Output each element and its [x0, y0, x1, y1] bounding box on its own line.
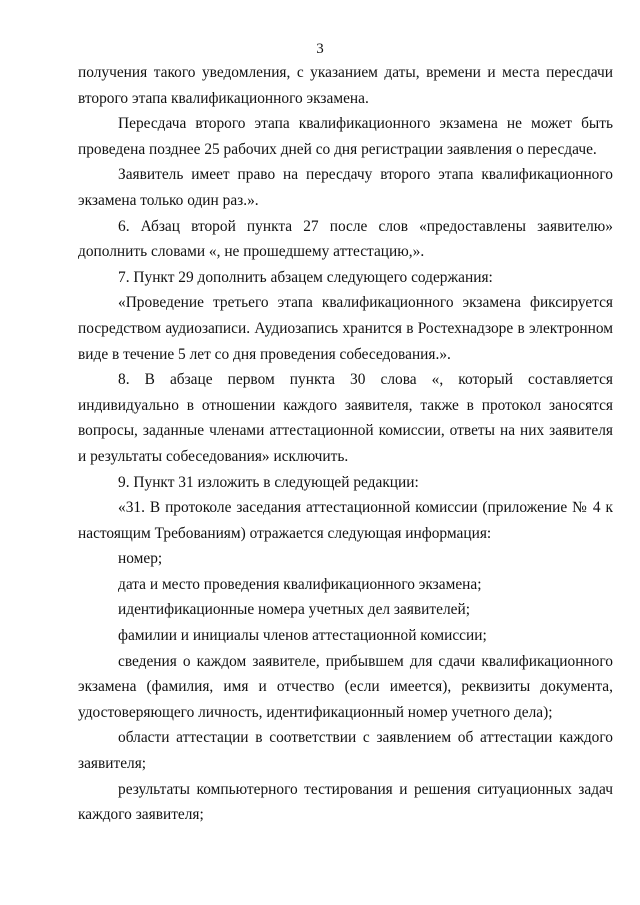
list-item-attestation-areas: области аттестации в соответствии с заявлением об аттестации каждого заявителя;	[78, 729, 613, 773]
paragraph-item-31: «31. В протоколе заседания аттестационной комиссии (приложение № 4 к настоящим Требованиям) отражается следующая информация:	[78, 499, 613, 542]
list-item-case-ids: идентификационные номера учетных дел заявителей;	[118, 601, 471, 619]
list-item-commission-members: фамилии и инициалы членов аттестационной комиссии;	[118, 627, 487, 645]
list-item-applicant-info: сведения о каждом заявителе, прибывшем для сдачи квалификационного экзамена (фамилия, имя и отчество (если имеется), реквизиты документа, удостоверяющего личность, идентификационный номер учетного дела);	[78, 652, 613, 721]
paragraph-item-6: 6. Абзац второй пункта 27 после слов «предоставлены заявителю» дополнить словами «, не прошедшему аттестацию,».	[78, 217, 613, 261]
paragraph-audio-recording: «Проведение третьего этапа квалификационного экзамена фиксируется посредством аудиозаписи. Аудиозапись хранится в Ростехнадзоре в электронном виде в течение 5 лет со дня проведения собеседования.».	[78, 294, 613, 363]
paragraph-item-7: 7. Пункт 29 дополнить абзацем следующего содержания:	[118, 268, 493, 286]
paragraph-item-8: 8. В абзаце первом пункта 30 слова «, который составляется индивидуально в отношении каждого заявителя, также в протокол заносятся вопросы, заданные членами аттестационной комиссии, ответы на них заявителя и результаты собеседования» исключить.	[78, 371, 613, 465]
paragraph-retake-deadline: Пересдача второго этапа квалификационного экзамена не может быть проведена позднее 25 рабочих дней со дня регистрации заявления о пересдаче.	[78, 115, 613, 158]
paragraph-retake-once: Заявитель имеет право на пересдачу второго этапа квалификационного экзамена только один раз.».	[78, 166, 613, 209]
document-body	[78, 60, 613, 828]
list-item-test-results: результаты компьютерного тестирования и решения ситуационных задач каждого заявителя;	[78, 780, 613, 824]
list-item-date-place: дата и место проведения квалификационного экзамена;	[118, 575, 482, 593]
list-item-number: номер;	[118, 550, 163, 568]
paragraph-continuation: получения такого уведомления, с указанием даты, времени и места пересдачи второго этапа квалификационного экзамена.	[78, 64, 613, 107]
paragraph-item-9: 9. Пункт 31 изложить в следующей редакции:	[118, 473, 419, 491]
page-number: 3	[316, 41, 324, 57]
